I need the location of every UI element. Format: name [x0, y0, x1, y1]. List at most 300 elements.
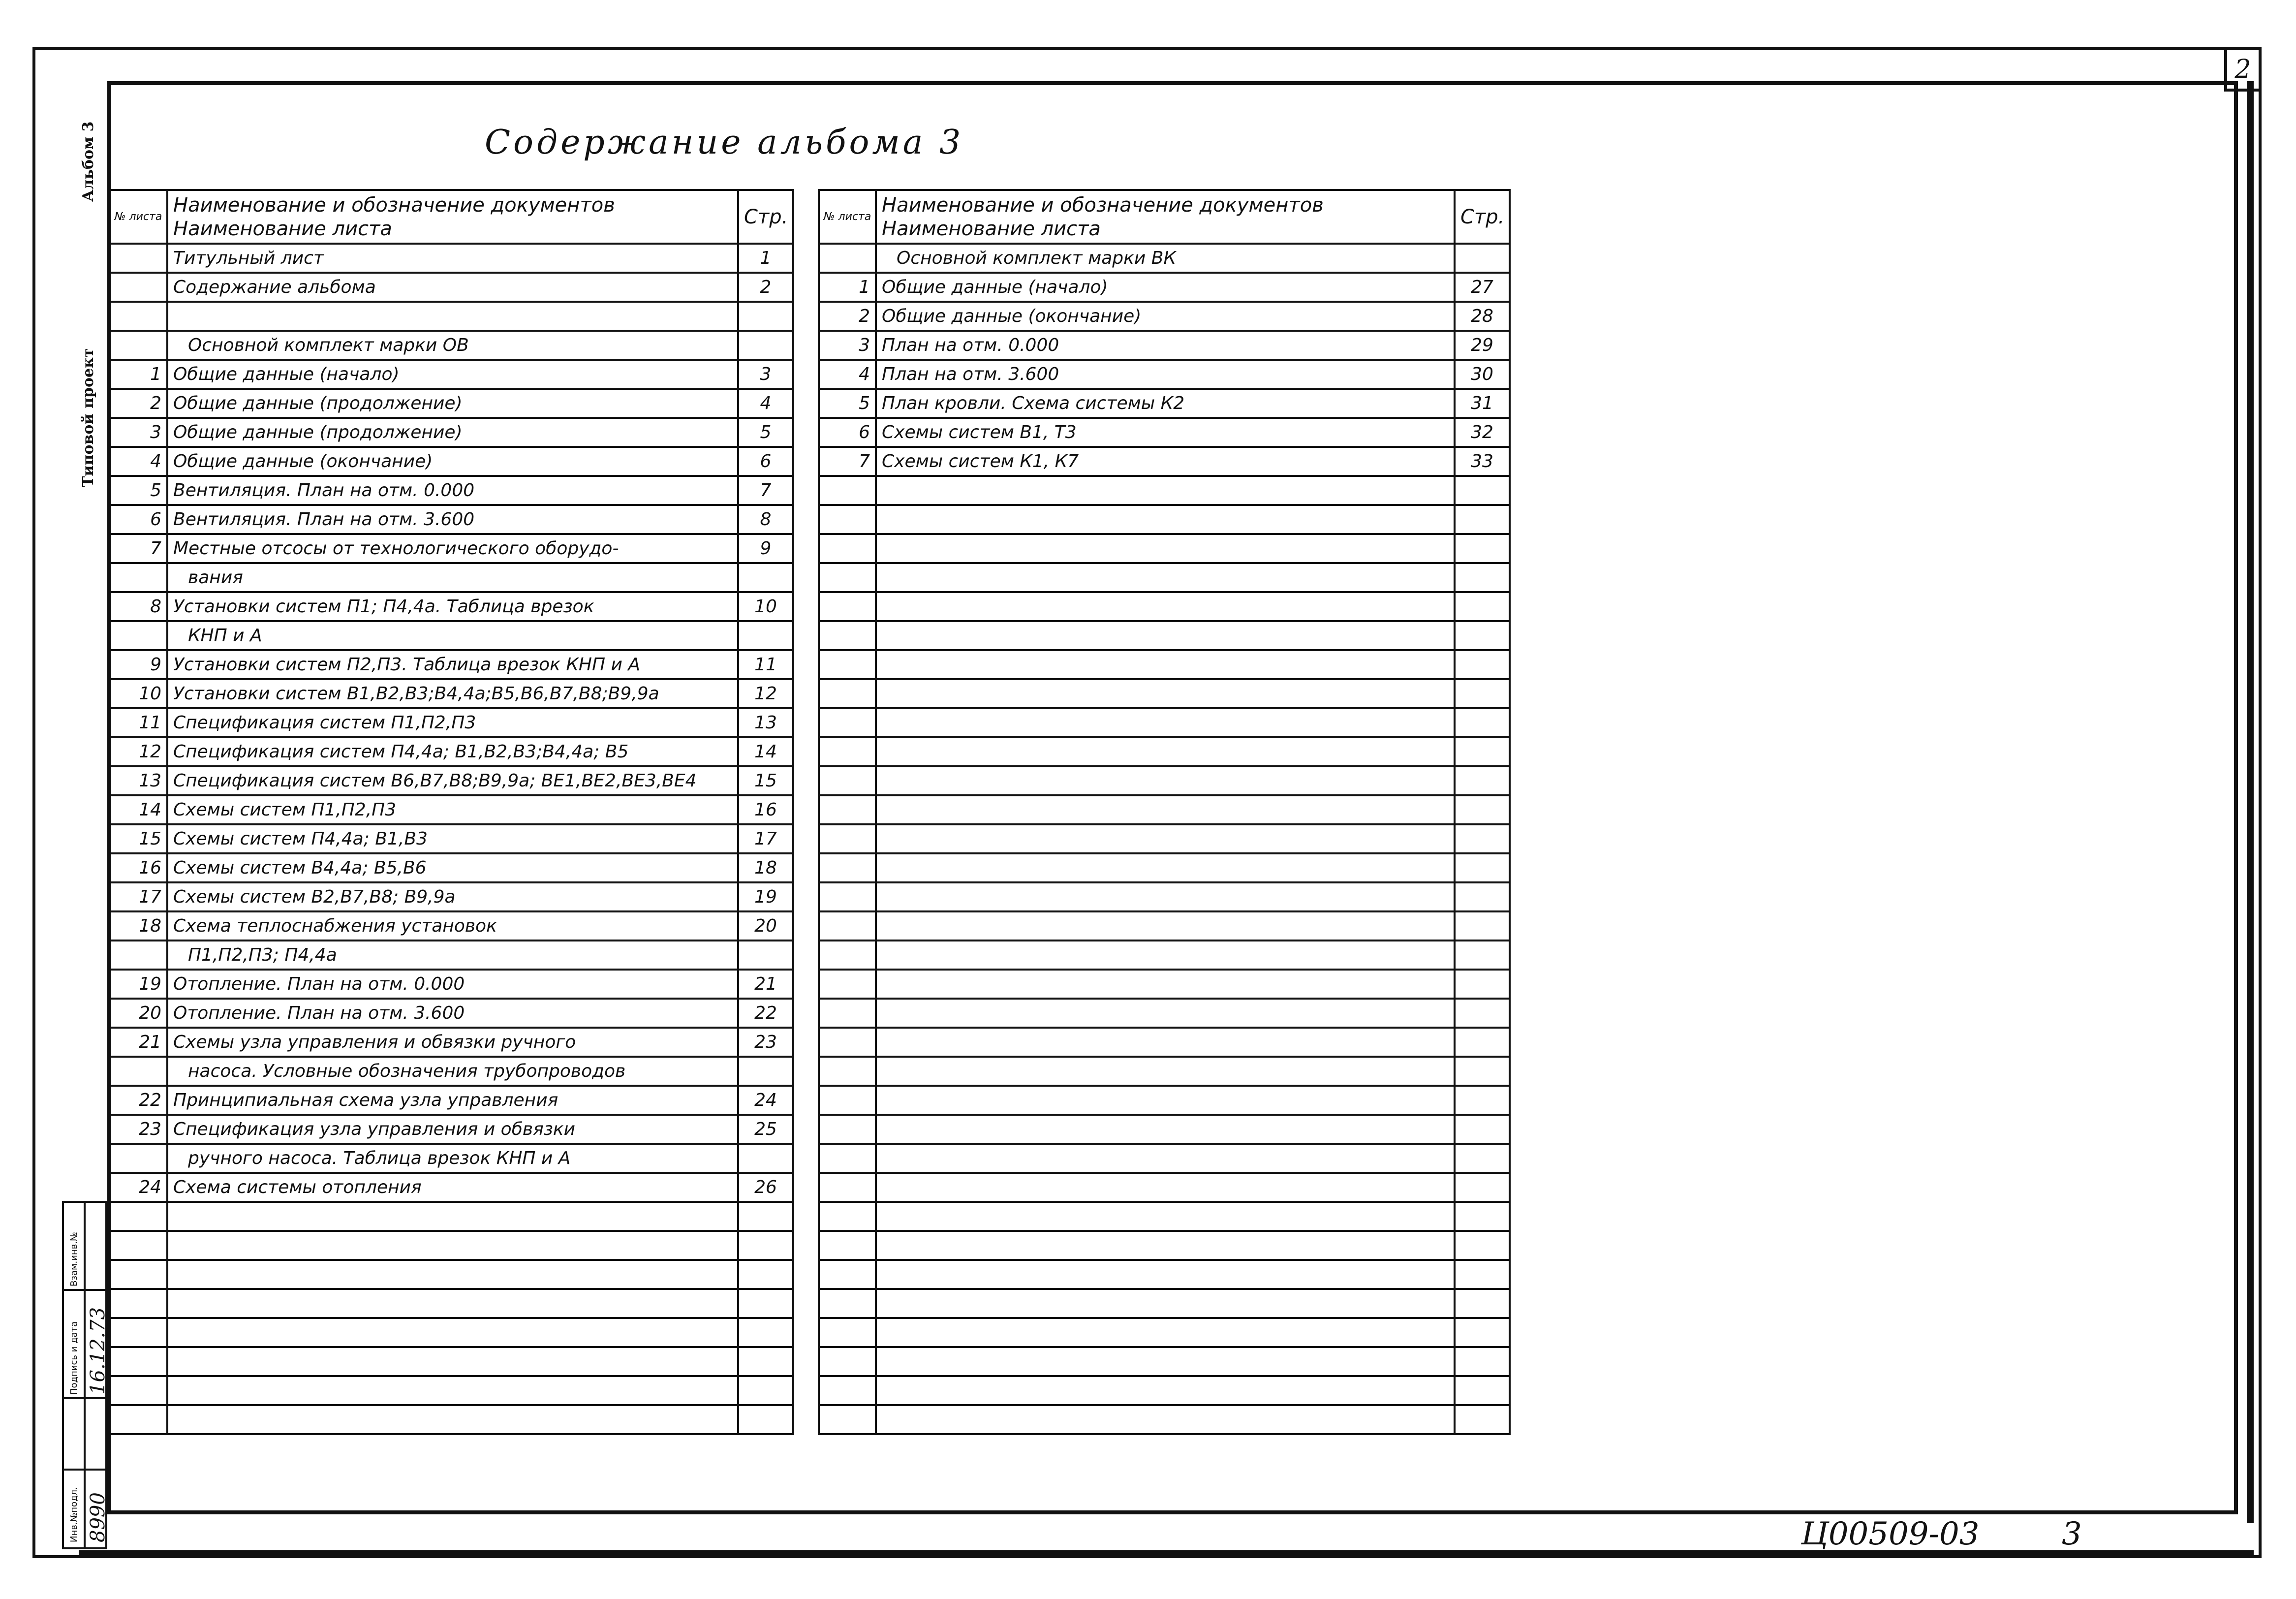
row-page: 28 [1455, 302, 1510, 331]
row-page [738, 331, 793, 360]
row-sheet-number [109, 1231, 167, 1260]
row-page [1455, 650, 1510, 679]
row-sheet-number [109, 331, 167, 360]
table-row [819, 244, 1510, 273]
row-page: 32 [1455, 418, 1510, 447]
row-page: 9 [738, 534, 793, 563]
row-document-name: Местные отсосы от технологического оборудо- [167, 534, 738, 563]
row-page: 7 [738, 476, 793, 505]
row-sheet-number [819, 650, 876, 679]
row-page [738, 563, 793, 592]
row-document-name [876, 853, 1455, 882]
row-page [738, 1318, 793, 1347]
row-document-name: Схема теплоснабжения установок [167, 911, 738, 941]
row-document-name: План на отм. 0.000 [876, 331, 1455, 360]
row-page: 33 [1455, 447, 1510, 476]
table-row [109, 418, 793, 447]
row-page [1455, 1347, 1510, 1376]
row-page [1455, 853, 1510, 882]
row-sheet-number: 24 [109, 1173, 167, 1202]
row-document-name: Титульный лист [167, 244, 738, 273]
row-document-name: Вентиляция. План на отм. 0.000 [167, 476, 738, 505]
row-page [1455, 882, 1510, 911]
table-row [819, 476, 1510, 505]
table-row [819, 1347, 1510, 1376]
table-row [819, 447, 1510, 476]
table-row [109, 1202, 793, 1231]
table-row [109, 1028, 793, 1057]
table-row [819, 1231, 1510, 1260]
row-document-name [876, 1115, 1455, 1144]
row-sheet-number [109, 1347, 167, 1376]
row-document-name [876, 882, 1455, 911]
row-document-name: Схемы систем В1, Т3 [876, 418, 1455, 447]
row-sheet-number: 14 [109, 795, 167, 824]
stamp-divider [64, 1289, 105, 1291]
table-row [819, 650, 1510, 679]
row-page [1455, 679, 1510, 708]
contents-table-left [108, 189, 794, 1435]
row-document-name: Схема системы отопления [167, 1173, 738, 1202]
row-document-name [167, 1405, 738, 1434]
table-row [109, 1260, 793, 1289]
row-page: 4 [738, 389, 793, 418]
document-code: Ц00509-03 [1801, 1516, 1980, 1552]
table-row [109, 331, 793, 360]
row-sheet-number [819, 1289, 876, 1318]
row-page [738, 1057, 793, 1086]
row-sheet-number [819, 766, 876, 795]
row-page: 1 [738, 244, 793, 273]
row-sheet-number: 20 [109, 999, 167, 1028]
row-page [1455, 1202, 1510, 1231]
row-document-name [876, 766, 1455, 795]
row-page [738, 1405, 793, 1434]
table-row [109, 824, 793, 853]
row-page [1455, 1057, 1510, 1086]
row-document-name: Отопление. План на отм. 3.600 [167, 999, 738, 1028]
row-sheet-number: 7 [819, 447, 876, 476]
row-sheet-number [109, 1260, 167, 1289]
table-row [109, 302, 793, 331]
row-sheet-number: 12 [109, 737, 167, 766]
table-row [819, 1318, 1510, 1347]
row-document-name: вания [167, 563, 738, 592]
row-document-name [167, 1289, 738, 1318]
row-document-name [876, 650, 1455, 679]
table-row [819, 592, 1510, 621]
row-page: 24 [738, 1086, 793, 1115]
row-document-name [876, 1028, 1455, 1057]
header-sheet-number: № листа [819, 190, 876, 244]
table-row [819, 1086, 1510, 1115]
row-sheet-number [819, 621, 876, 650]
row-document-name [876, 708, 1455, 737]
table-row [819, 1028, 1510, 1057]
row-page [1455, 244, 1510, 273]
row-document-name: П1,П2,П3; П4,4а [167, 941, 738, 970]
row-document-name: Общие данные (продолжение) [167, 418, 738, 447]
side-label-project: Типовой проект [80, 348, 97, 487]
row-sheet-number: 5 [819, 389, 876, 418]
table-row [109, 650, 793, 679]
row-page: 11 [738, 650, 793, 679]
row-document-name [876, 1144, 1455, 1173]
row-page [1455, 911, 1510, 941]
header-name-line1: Наименование и обозначение документов [173, 193, 615, 217]
row-document-name [876, 1376, 1455, 1405]
row-page: 17 [738, 824, 793, 853]
row-sheet-number [109, 244, 167, 273]
table-row [109, 1376, 793, 1405]
row-document-name: Спецификация систем В6,В7,В8;В9,9а; ВЕ1,ВЕ2,ВЕ3,ВЕ4 [167, 766, 738, 795]
row-sheet-number [819, 1231, 876, 1260]
table-row [819, 708, 1510, 737]
table-row [109, 447, 793, 476]
row-document-name: Схемы систем В2,В7,В8; В9,9а [167, 882, 738, 911]
row-sheet-number: 10 [109, 679, 167, 708]
row-document-name: Установки систем В1,В2,В3;В4,4а;В5,В6,В7,В8;В9,9а [167, 679, 738, 708]
table-row [819, 389, 1510, 418]
row-page: 6 [738, 447, 793, 476]
row-sheet-number: 4 [109, 447, 167, 476]
row-sheet-number [819, 999, 876, 1028]
table-row [819, 911, 1510, 941]
row-page [738, 1376, 793, 1405]
row-page [1455, 1318, 1510, 1347]
frame-right-edge [2247, 81, 2254, 1523]
header-name-line2: Наименование листа [882, 217, 1101, 240]
row-document-name: Общие данные (окончание) [167, 447, 738, 476]
row-document-name [876, 911, 1455, 941]
row-sheet-number: 8 [109, 592, 167, 621]
header-name-line2: Наименование листа [173, 217, 392, 240]
row-sheet-number: 13 [109, 766, 167, 795]
row-sheet-number [819, 737, 876, 766]
row-page: 13 [738, 708, 793, 737]
row-page [1455, 708, 1510, 737]
table-row [109, 999, 793, 1028]
row-sheet-number [819, 534, 876, 563]
row-sheet-number: 22 [109, 1086, 167, 1115]
table-row [109, 1231, 793, 1260]
row-page: 26 [738, 1173, 793, 1202]
table-header-row [819, 190, 1510, 244]
stamp-divider [64, 1397, 105, 1399]
table-row [109, 244, 793, 273]
table-row [819, 418, 1510, 447]
row-page: 16 [738, 795, 793, 824]
row-page: 5 [738, 418, 793, 447]
row-document-name [876, 621, 1455, 650]
row-document-name [167, 1347, 738, 1376]
table-row [109, 882, 793, 911]
contents-table-right [818, 189, 1511, 1435]
table-row [109, 273, 793, 302]
row-sheet-number [819, 1028, 876, 1057]
table-row [109, 708, 793, 737]
table-row [109, 941, 793, 970]
row-document-name [167, 1231, 738, 1260]
row-sheet-number [109, 1376, 167, 1405]
row-document-name: Спецификация систем П4,4а; В1,В2,В3;В4,4а; В5 [167, 737, 738, 766]
row-sheet-number: 21 [109, 1028, 167, 1057]
row-page [1455, 476, 1510, 505]
table-row [819, 621, 1510, 650]
table-row [109, 679, 793, 708]
table-row [819, 360, 1510, 389]
row-page [1455, 563, 1510, 592]
row-sheet-number: 19 [109, 970, 167, 999]
row-page: 14 [738, 737, 793, 766]
header-page: Стр. [1455, 190, 1510, 244]
row-document-name [876, 999, 1455, 1028]
row-page [738, 1289, 793, 1318]
table-row [819, 563, 1510, 592]
table-row [819, 941, 1510, 970]
table-row [819, 331, 1510, 360]
row-page [1455, 1115, 1510, 1144]
table-row [109, 389, 793, 418]
table-row [109, 621, 793, 650]
side-label-album: Альбом 3 [80, 121, 97, 202]
table-row [819, 1376, 1510, 1405]
row-sheet-number: 1 [819, 273, 876, 302]
row-sheet-number [819, 1057, 876, 1086]
row-page: 27 [1455, 273, 1510, 302]
row-document-name [876, 1057, 1455, 1086]
table-row [109, 737, 793, 766]
table-row [819, 882, 1510, 911]
row-page: 30 [1455, 360, 1510, 389]
page-title: Содержание альбома 3 [485, 123, 964, 162]
stamp-inv-value: 8990 [87, 1492, 109, 1542]
row-sheet-number [819, 1202, 876, 1231]
row-page: 22 [738, 999, 793, 1028]
header-document-name [876, 190, 1455, 244]
row-sheet-number [109, 1289, 167, 1318]
row-sheet-number [109, 1405, 167, 1434]
table-row [819, 273, 1510, 302]
row-sheet-number: 18 [109, 911, 167, 941]
row-document-name: насоса. Условные обозначения трубопроводов [167, 1057, 738, 1086]
row-document-name [876, 1202, 1455, 1231]
stamp-replace-label: Взам.инв.№ [69, 1232, 79, 1286]
table-row [109, 1173, 793, 1202]
row-sheet-number [819, 1115, 876, 1144]
table-row [819, 679, 1510, 708]
document-sheet: 3 [2062, 1516, 2082, 1552]
row-page: 3 [738, 360, 793, 389]
row-sheet-number [819, 1376, 876, 1405]
row-page [738, 1202, 793, 1231]
row-document-name [876, 592, 1455, 621]
row-page [738, 1260, 793, 1289]
table-row [109, 1318, 793, 1347]
row-page [1455, 766, 1510, 795]
row-page: 31 [1455, 389, 1510, 418]
row-page: 12 [738, 679, 793, 708]
row-document-name: Общие данные (начало) [167, 360, 738, 389]
row-document-name [876, 1405, 1455, 1434]
table-row [819, 824, 1510, 853]
table-row [109, 970, 793, 999]
row-page [1455, 592, 1510, 621]
table-row [109, 1115, 793, 1144]
row-sheet-number [819, 1086, 876, 1115]
row-page [1455, 1289, 1510, 1318]
table-row [819, 1144, 1510, 1173]
row-document-name [876, 1318, 1455, 1347]
row-page [738, 621, 793, 650]
table-row [819, 505, 1510, 534]
row-sheet-number [819, 679, 876, 708]
row-sheet-number [819, 1260, 876, 1289]
table-row [109, 853, 793, 882]
right-table-body [819, 244, 1510, 1434]
table-row [819, 302, 1510, 331]
table-row [109, 476, 793, 505]
row-sheet-number: 15 [109, 824, 167, 853]
row-sheet-number: 7 [109, 534, 167, 563]
table-row [109, 911, 793, 941]
row-page [1455, 1173, 1510, 1202]
row-page [1455, 1231, 1510, 1260]
table-row [109, 534, 793, 563]
row-sheet-number: 11 [109, 708, 167, 737]
table-row [109, 1289, 793, 1318]
table-row [109, 766, 793, 795]
table-row [819, 970, 1510, 999]
row-page: 20 [738, 911, 793, 941]
row-sheet-number [109, 941, 167, 970]
row-sheet-number: 3 [109, 418, 167, 447]
table-row [819, 534, 1510, 563]
row-sheet-number [109, 1144, 167, 1173]
row-document-name [876, 1231, 1455, 1260]
row-sheet-number [819, 1144, 876, 1173]
row-sheet-number: 5 [109, 476, 167, 505]
row-document-name [876, 1289, 1455, 1318]
row-sheet-number [109, 1318, 167, 1347]
table-row [109, 1144, 793, 1173]
table-row [819, 795, 1510, 824]
row-sheet-number: 23 [109, 1115, 167, 1144]
row-page: 2 [738, 273, 793, 302]
row-page [738, 1144, 793, 1173]
row-document-name: Схемы систем К1, К7 [876, 447, 1455, 476]
row-page [738, 302, 793, 331]
row-document-name [876, 1347, 1455, 1376]
stamp-sign-label: Подпись и дата [69, 1321, 79, 1395]
row-sheet-number [109, 302, 167, 331]
row-sheet-number [819, 592, 876, 621]
row-page [1455, 737, 1510, 766]
row-page: 23 [738, 1028, 793, 1057]
row-document-name: Схемы узла управления и обвязки ручного [167, 1028, 738, 1057]
row-sheet-number [819, 708, 876, 737]
row-sheet-number [819, 970, 876, 999]
row-document-name [167, 1376, 738, 1405]
stamp-inv-label: Инв.№подл. [69, 1487, 79, 1542]
row-sheet-number [819, 1173, 876, 1202]
row-document-name: Содержание альбома [167, 273, 738, 302]
table-row [109, 1086, 793, 1115]
row-document-name [876, 476, 1455, 505]
table-row [109, 1405, 793, 1434]
row-sheet-number [109, 621, 167, 650]
table-row [819, 1405, 1510, 1434]
table-row [819, 999, 1510, 1028]
row-document-name [876, 795, 1455, 824]
row-page: 8 [738, 505, 793, 534]
row-page [1455, 824, 1510, 853]
table-row [109, 1057, 793, 1086]
row-sheet-number: 2 [819, 302, 876, 331]
row-page [1455, 1144, 1510, 1173]
row-document-name [167, 302, 738, 331]
row-sheet-number [819, 1347, 876, 1376]
header-sheet-number: № листа [109, 190, 167, 244]
row-document-name: Основной комплект марки ОВ [167, 331, 738, 360]
row-document-name [876, 563, 1455, 592]
row-sheet-number: 16 [109, 853, 167, 882]
table-header-row [109, 190, 793, 244]
row-document-name: Общие данные (начало) [876, 273, 1455, 302]
row-sheet-number [819, 824, 876, 853]
row-sheet-number: 9 [109, 650, 167, 679]
row-document-name [876, 1260, 1455, 1289]
row-page [1455, 1376, 1510, 1405]
row-document-name: Принципиальная схема узла управления [167, 1086, 738, 1115]
row-document-name: Отопление. План на отм. 0.000 [167, 970, 738, 999]
row-sheet-number [819, 911, 876, 941]
row-document-name [876, 941, 1455, 970]
row-sheet-number: 6 [819, 418, 876, 447]
table-row [109, 505, 793, 534]
row-document-name: Основной комплект марки ВК [876, 244, 1455, 273]
approval-stamp [62, 1201, 107, 1549]
table-row [819, 766, 1510, 795]
row-sheet-number: 4 [819, 360, 876, 389]
row-document-name [876, 824, 1455, 853]
row-page [1455, 941, 1510, 970]
row-page [738, 1231, 793, 1260]
row-page [1455, 621, 1510, 650]
table-row [109, 360, 793, 389]
stamp-divider [64, 1469, 105, 1471]
table-row [819, 1289, 1510, 1318]
row-sheet-number: 17 [109, 882, 167, 911]
table-row [819, 1057, 1510, 1086]
row-sheet-number: 2 [109, 389, 167, 418]
row-sheet-number [819, 563, 876, 592]
row-sheet-number [109, 273, 167, 302]
table-row [109, 592, 793, 621]
row-sheet-number: 1 [109, 360, 167, 389]
row-document-name [876, 1086, 1455, 1115]
row-page: 29 [1455, 331, 1510, 360]
row-sheet-number [819, 505, 876, 534]
row-document-name: Установки систем П1; П4,4а. Таблица врезок [167, 592, 738, 621]
row-page: 25 [738, 1115, 793, 1144]
header-document-name [167, 190, 738, 244]
row-document-name: Установки систем П2,П3. Таблица врезок КНП и А [167, 650, 738, 679]
row-page: 19 [738, 882, 793, 911]
row-page [1455, 795, 1510, 824]
table-row [109, 1347, 793, 1376]
sheet-number-box: 2 [2224, 47, 2262, 92]
